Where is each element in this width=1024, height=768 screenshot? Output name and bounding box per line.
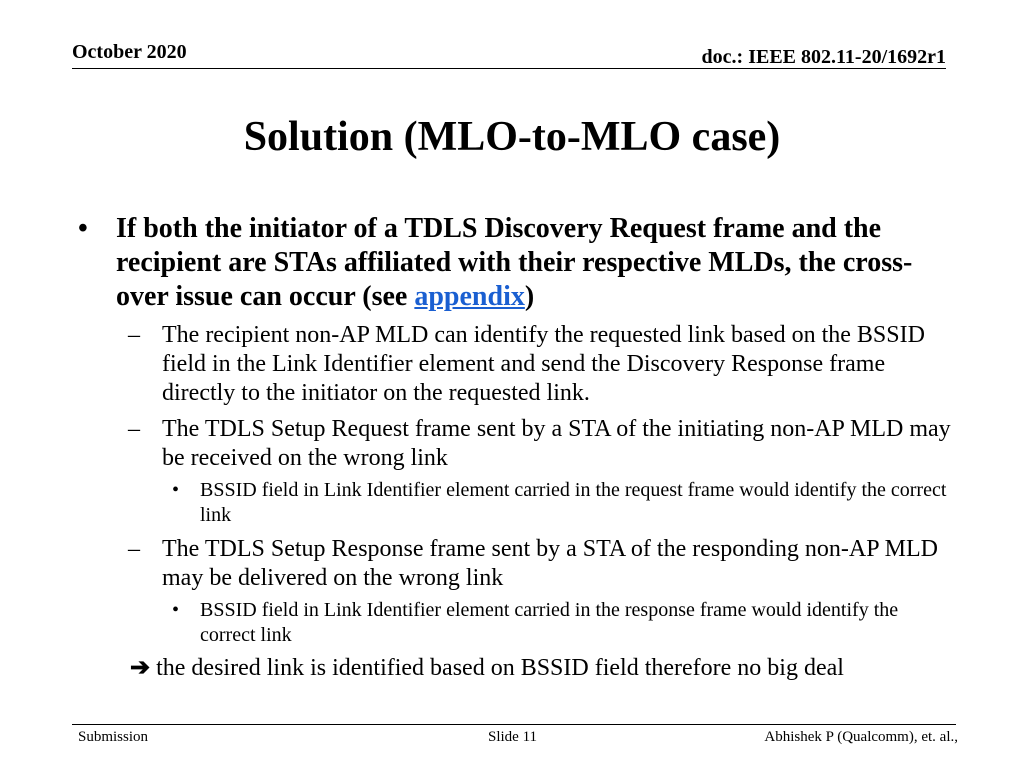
sub-sub-bullet-2 [78, 478, 958, 528]
bullet-marker: • [78, 213, 88, 244]
appendix-link[interactable]: appendix [414, 281, 525, 312]
arrow-right-icon: ➔ [130, 655, 151, 681]
main-bullet [78, 212, 958, 314]
conclusion-text: the desired link is identified based on BSSID field therefore no big deal [156, 655, 844, 681]
dot-marker: • [172, 599, 180, 621]
sub-bullet-3-text: The TDLS Setup Response frame sent by a STA of the responding non-AP MLD may be delivered on the wrong link [162, 536, 938, 591]
sub-sub-bullet-3-text: BSSID field in Link Identifier element carried in the response frame would identify the correct link [200, 599, 899, 646]
sub-bullet-1-text: The recipient non-AP MLD can identify the requested link based on the BSSID field in the Link Identifier element and send the Discovery Response frame directly to the initiator on the requested link. [162, 322, 925, 406]
dash-marker: – [128, 536, 140, 562]
footer-submission: Submission [78, 729, 149, 745]
slide-title: Solution (MLO-to-MLO case) [243, 114, 781, 160]
dash-marker: – [128, 416, 140, 442]
dot-marker: • [172, 479, 180, 501]
header-date: October 2020 [72, 41, 187, 63]
footer-slide-number: Slide 11 [488, 729, 538, 745]
sub-bullet-3 [78, 535, 958, 593]
conclusion-line [78, 654, 958, 683]
footer-divider [72, 724, 956, 725]
sub-sub-bullet-3 [78, 598, 958, 648]
main-bullet-text: If both the initiator of a TDLS Discovery Request frame and the recipient are STAs affiliated with their respective MLDs, the cross-over issue can occur (see [116, 213, 913, 312]
sub-bullet-1 [78, 321, 958, 408]
dash-marker: – [128, 322, 140, 348]
sub-bullet-2-text: The TDLS Setup Request frame sent by a STA of the initiating non-AP MLD may be received on the wrong link [162, 416, 951, 471]
sub-sub-bullet-2-text: BSSID field in Link Identifier element carried in the request frame would identify the correct link [200, 479, 947, 526]
slide-body [78, 212, 958, 683]
header-doc-id: doc.: IEEE 802.11-20/1692r1 [701, 46, 946, 68]
main-bullet-text-end: ) [524, 281, 535, 312]
footer-author: Abhishek P (Qualcomm), et. al., [764, 729, 958, 745]
sub-bullet-2 [78, 415, 958, 473]
header-divider [72, 68, 946, 69]
